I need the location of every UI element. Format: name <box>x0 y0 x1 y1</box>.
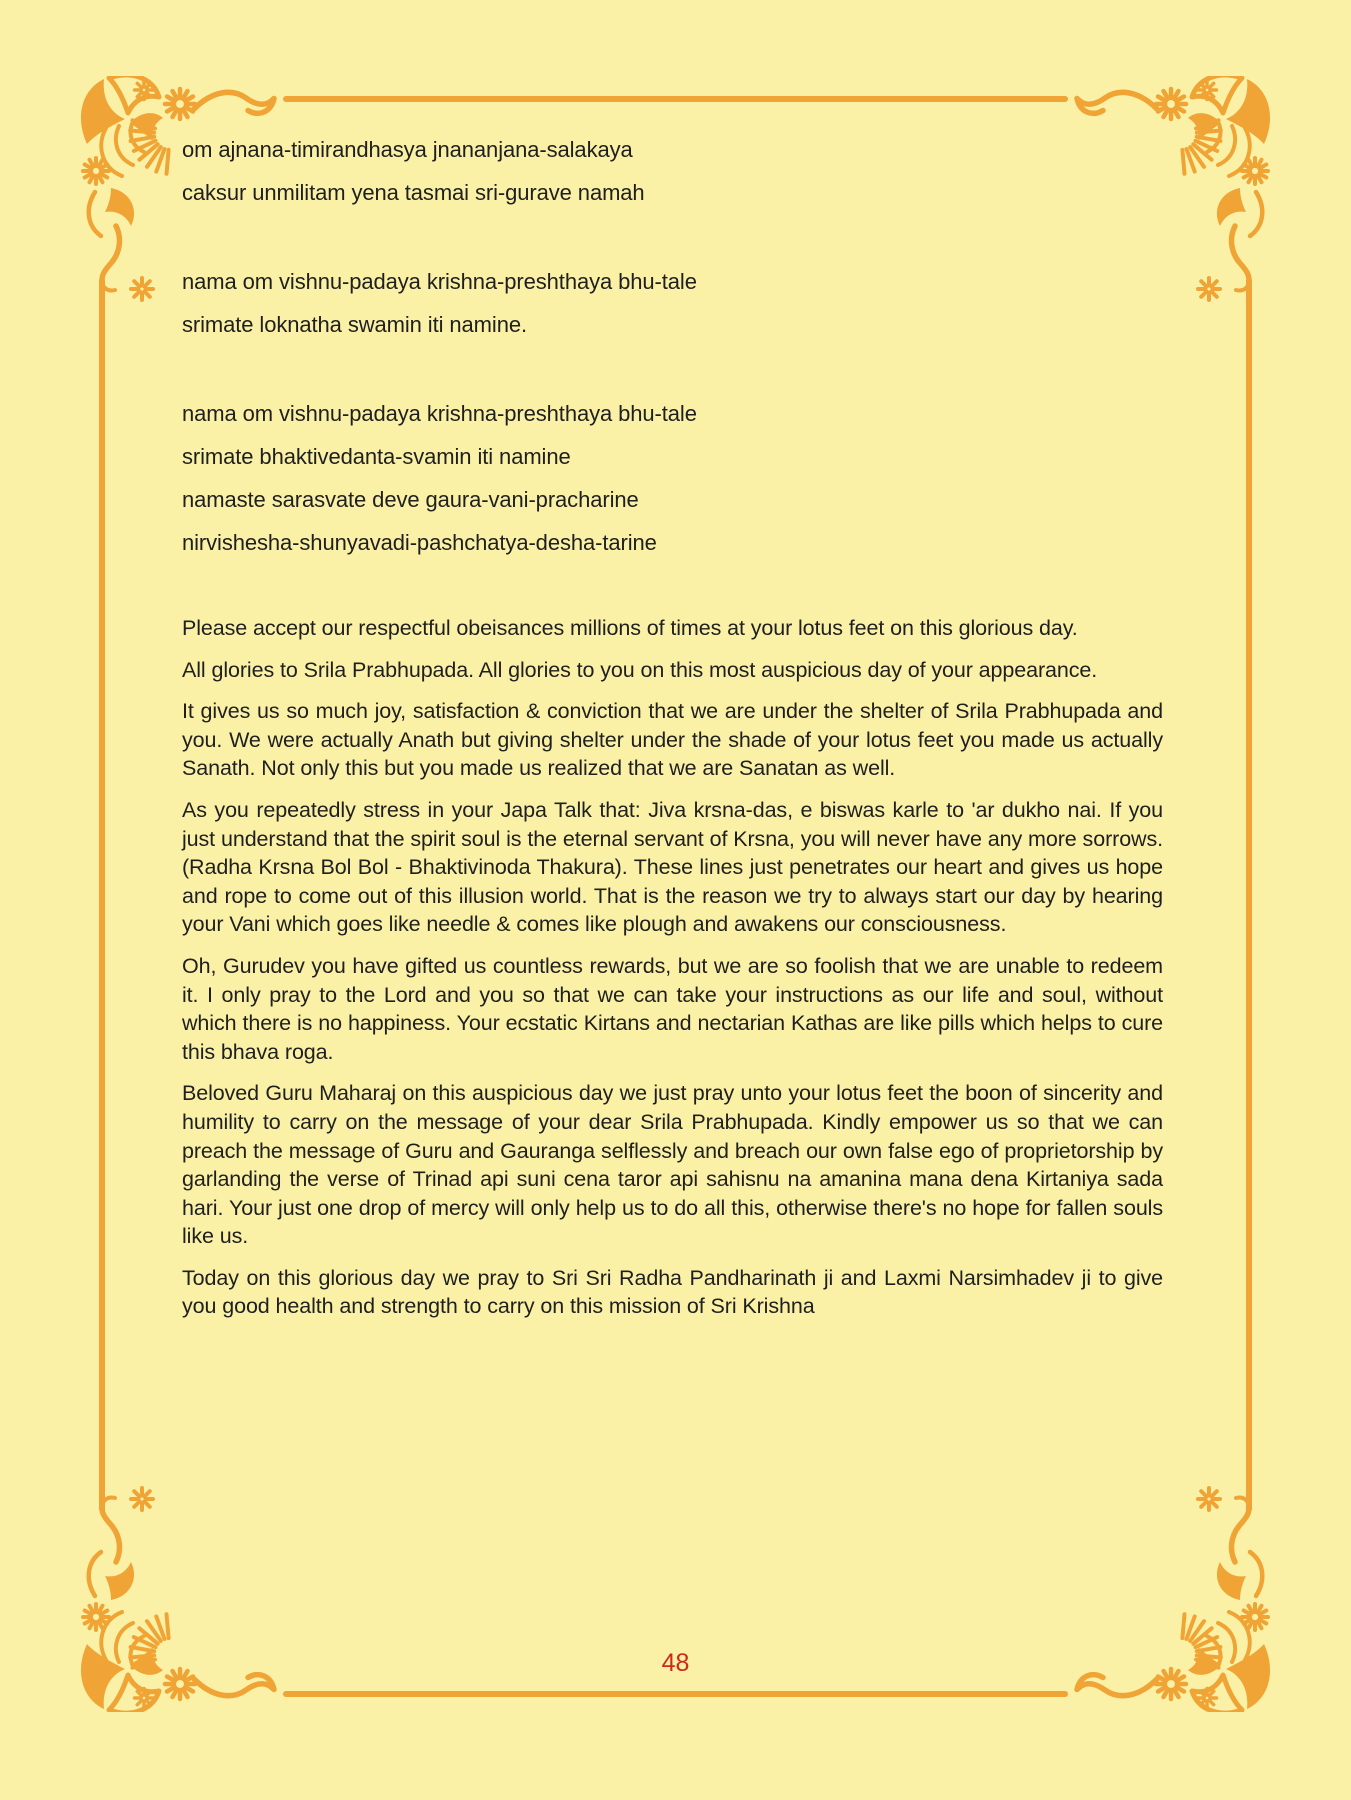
offering-paragraph: Today on this glorious day we pray to Sri Sri Radha Pandharinath ji and Laxmi Narsimhadev ji to give you good health and strength to carry on this mission of Sri Krishna <box>182 1265 1163 1319</box>
invocation-verse-1 <box>182 128 1163 214</box>
verse-line: srimate loknatha swamin iti namine. <box>182 312 527 337</box>
invocation-verse-2 <box>182 260 1163 346</box>
border-rule-left <box>99 278 105 1512</box>
verse-line: om ajnana-timirandhasya jnananjana-salakaya <box>182 137 633 162</box>
border-rule-bottom <box>283 1691 1068 1697</box>
border-rule-right <box>1246 278 1252 1512</box>
verse-line: nama om vishnu-padaya krishna-preshthaya bhu-tale <box>182 401 697 426</box>
offering-paragraph: As you repeatedly stress in your Japa Talk that: Jiva krsna-das, e biswas karle to 'ar dukho nai. If you just understand that the spirit soul is the eternal servant of Krsna, you will never have any more sorrows. (Radha Krsna Bol Bol - Bhaktivinoda Thakura). These lines just penetrates our heart and gives us hope and rope to come out of this illusion world. That is the reason we try to always start our day by hearing your Vani which goes like needle & comes like plough and awakens our consciousness. <box>182 797 1163 937</box>
border-rule-top <box>283 96 1068 102</box>
offering-paragraph: Oh, Gurudev you have gifted us countless rewards, but we are so foolish that we are unable to redeem it. I only pray to the Lord and you so that we can take your instructions as our life and soul, without which there is no happiness. Your ecstatic Kirtans and nectarian Kathas are like pills which helps to cure this bhava roga. <box>182 953 1163 1064</box>
page-number: 48 <box>661 1649 690 1677</box>
verse-line: nama om vishnu-padaya krishna-preshthaya bhu-tale <box>182 269 697 294</box>
offering-paragraph: All glories to Srila Prabhupada. All glories to you on this most auspicious day of your appearance. <box>182 657 1098 682</box>
page-content <box>182 128 1163 1321</box>
verse-line: nirvishesha-shunyavadi-pashchatya-desha-tarine <box>182 530 657 555</box>
verse-line: srimate bhaktivedanta-svamin iti namine <box>182 444 571 469</box>
offering-paragraph: It gives us so much joy, satisfaction & conviction that we are under the shelter of Srila Prabhupada and you. We were actually Anath but giving shelter under the shade of your lotus feet you made us actually Sanath. Not only this but you made us realized that we are Sanatan as well. <box>182 699 1163 781</box>
offering-body <box>182 614 1163 1321</box>
offering-paragraph: Please accept our respectful obeisances millions of times at your lotus feet on this glorious day. <box>182 616 1078 640</box>
offering-paragraph: Beloved Guru Maharaj on this auspicious day we just pray unto your lotus feet the boon of sincerity and humility to carry on the message of your dear Srila Prabhupada. Kindly empower us so that we can preach the message of Guru and Gauranga selflessly and breach our own false ego of proprietorship by garlanding the verse of Trinad api suni cena taror api sahisnu na amanina mana dena Kirtaniya sada hari. Your just one drop of mercy will only help us to do all this, otherwise there's no hope for fallen souls like us. <box>182 1081 1163 1249</box>
verse-line: namaste sarasvate deve gaura-vani-pracharine <box>182 487 639 512</box>
invocation-verse-3 <box>182 392 1163 564</box>
verse-line: caksur unmilitam yena tasmai sri-gurave namah <box>182 180 645 205</box>
